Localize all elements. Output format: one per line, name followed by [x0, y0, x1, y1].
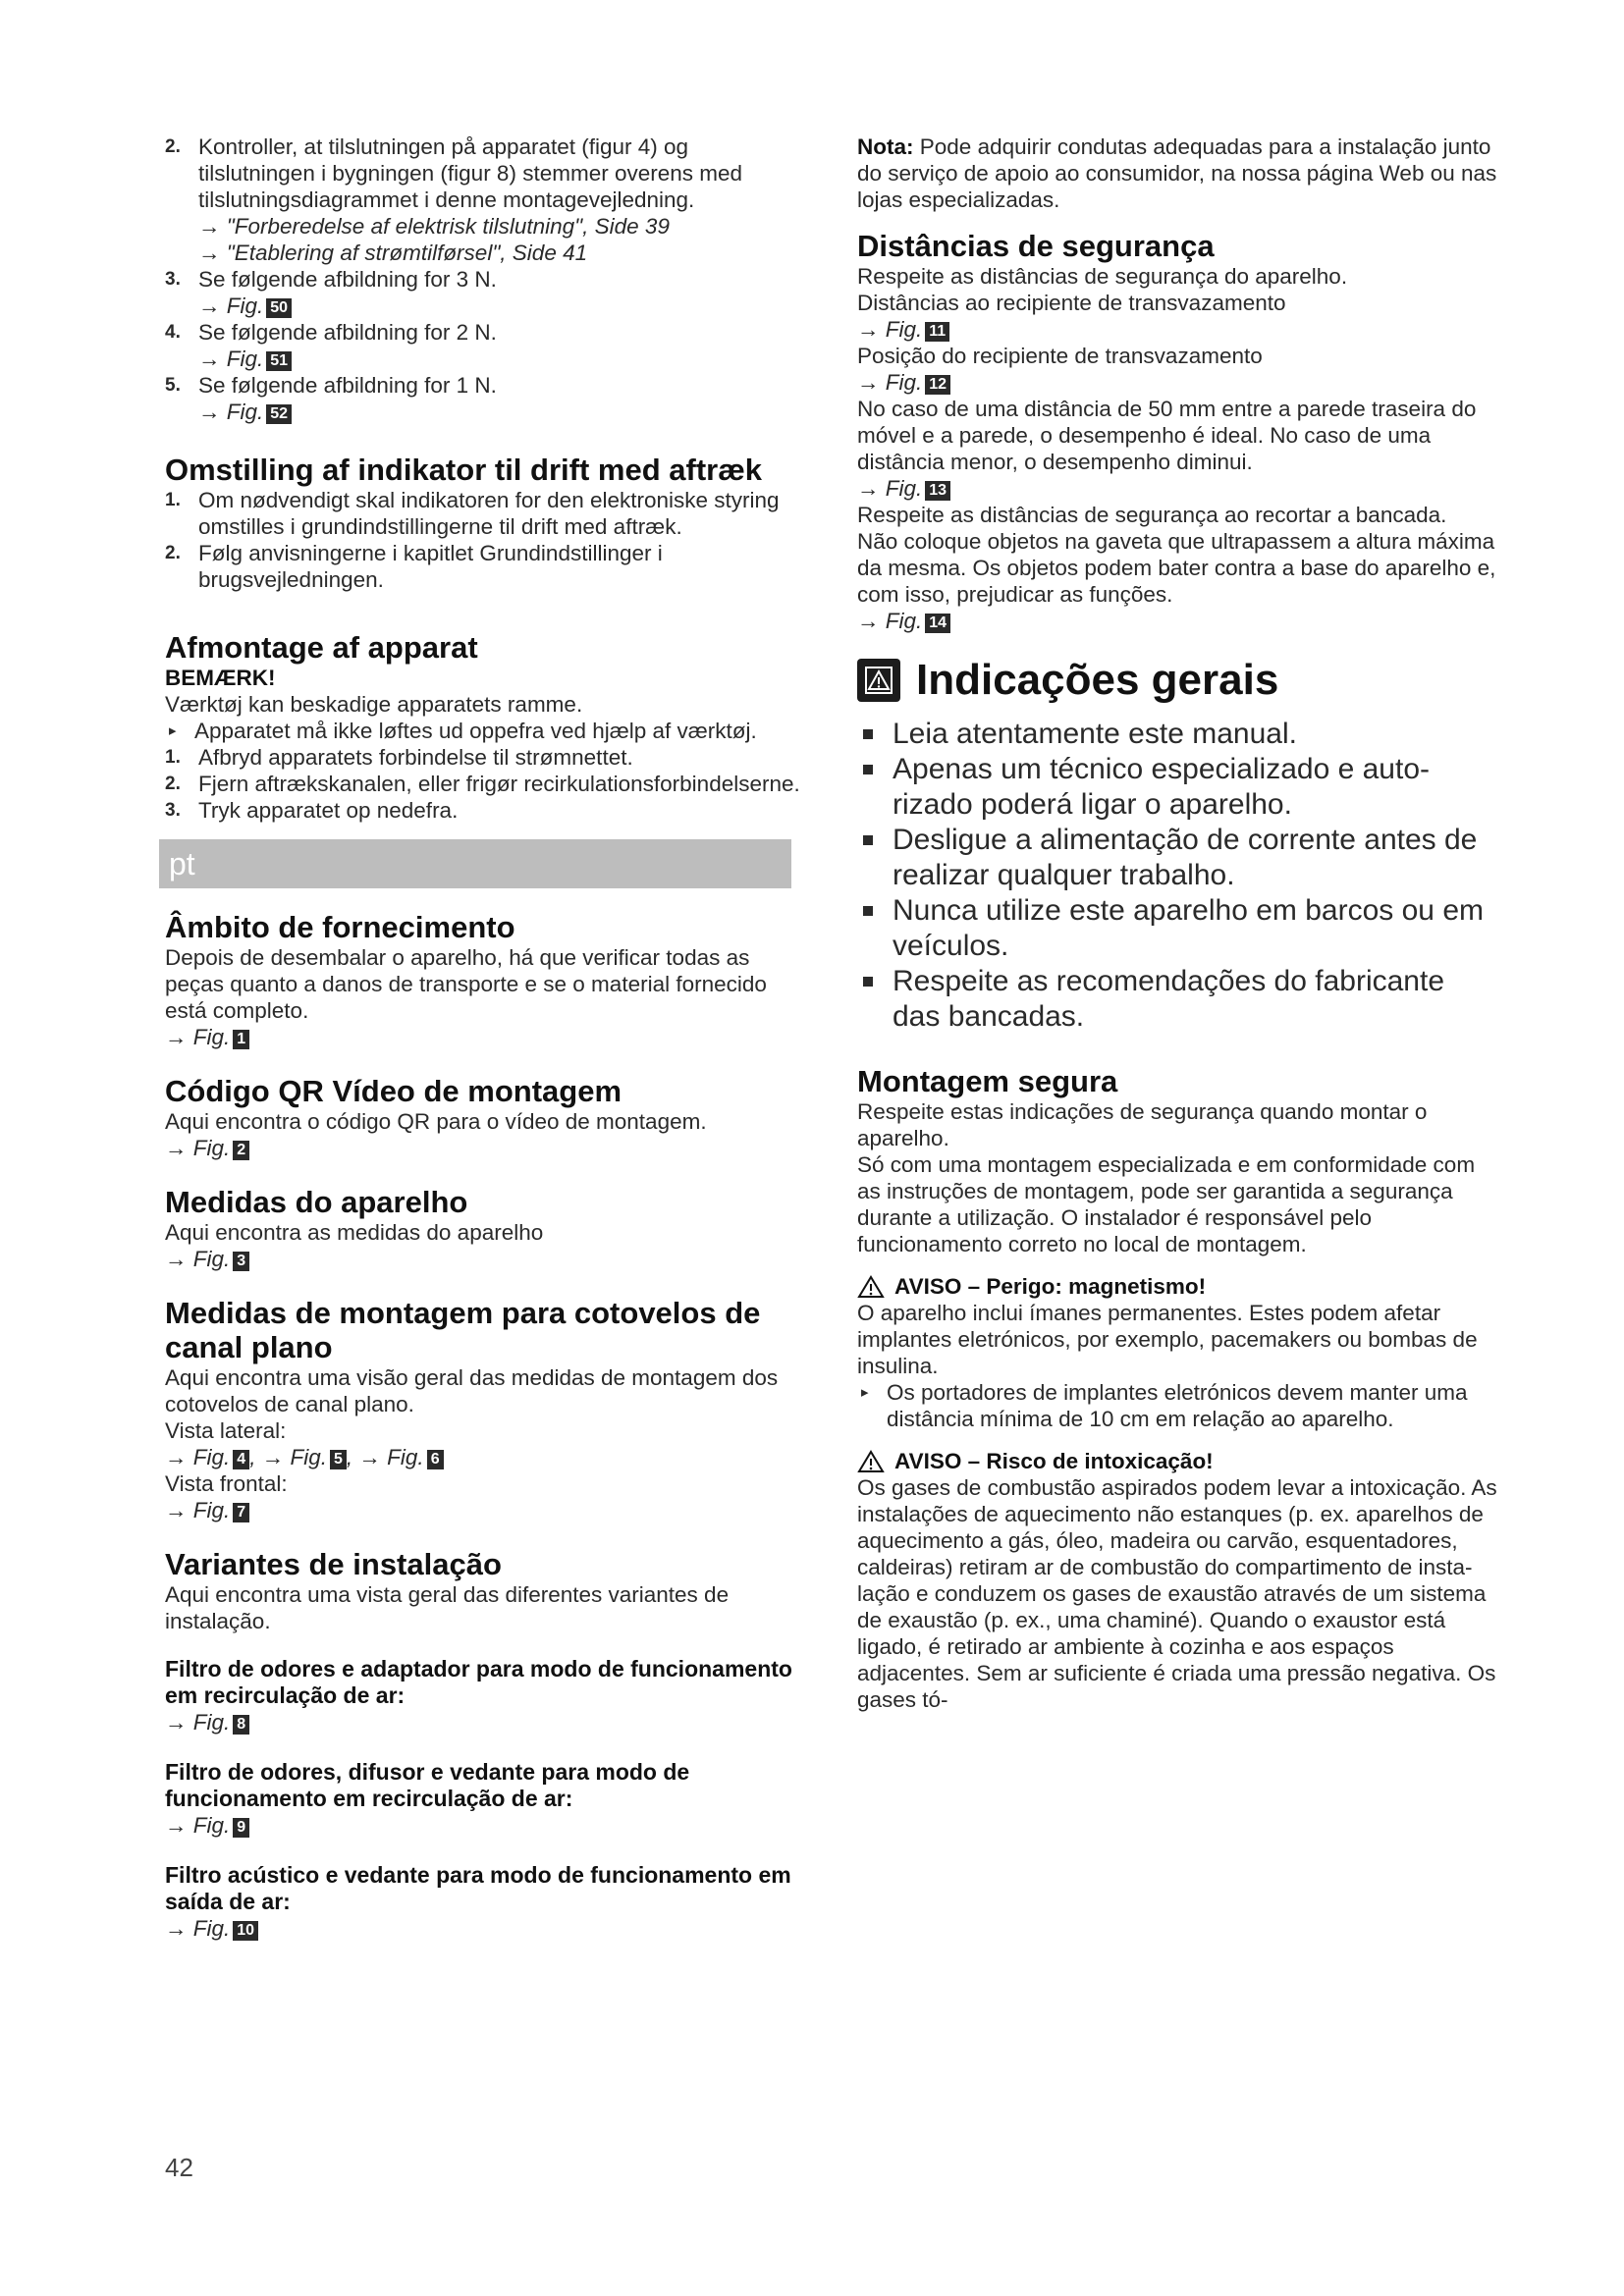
figure-number-badge: 9 [233, 1818, 249, 1838]
section-ambito: Âmbito de fornecimento Depois de desembalar o aparelho, há que verificar todas as peças quanto a danos de transporte e se o material fornecido está completo. → Fig. 1 [165, 910, 805, 1050]
list-item: 5. Se følgende afbildning for 1 N. [165, 373, 497, 398]
general-notes-list [857, 717, 1497, 1035]
figure-number-badge: 8 [233, 1715, 249, 1735]
figure-reference[interactable]: → Fig. 13 [857, 475, 1497, 502]
intro-list-cont [165, 266, 805, 293]
section-indicacoes-header [857, 656, 1497, 705]
figure-reference[interactable]: → Fig. 50 [165, 293, 805, 319]
figure-reference[interactable]: → Fig. 52 [165, 399, 805, 425]
notice-text: Værktøj kan beskadige apparatets ramme. [165, 692, 583, 717]
section-variantes: Variantes de instalação Aqui encontra uma vista geral das diferentes variantes de instalação. Filtro de odores e adaptador para modo de funcionamento em recirculação de ar: → Fig. 8 Filtro de odores, difusor e vedante para modo de funcionamento em recirculação de ar: → Fig. 9 Filtro acústico e vedante para modo de funcionamento em saída de ar: → Fig. 10 [165, 1547, 805, 1942]
section-heading: Medidas de montagem para cotovelos de canal plano [165, 1296, 761, 1364]
left-column [165, 133, 805, 1942]
list-item: Nunca utilize este aparelho em barcos ou em veículos. [857, 893, 1497, 964]
figure-number-badge: 13 [925, 481, 950, 501]
section-heading: Montagem segura [857, 1064, 1118, 1098]
warning-title: AVISO – Risco de intoxicação! [894, 1449, 1214, 1473]
item-number: 2. [165, 136, 181, 157]
warning-block-magnetism: AVISO – Perigo: magnetismo! O aparelho inclui ímanes permanentes. Estes podem afetar implantes eletrónicos, por exemplo, pacemakers ou bombas de insulina. ▸ Os portadores de implantes eletrónicos devem manter uma distância mínima de 10 cm em relação ao aparelho. [857, 1273, 1497, 1432]
section-heading: Variantes de instalação [165, 1547, 502, 1581]
warning-triangle-icon [857, 1450, 885, 1473]
figure-reference[interactable]: → Fig. 3 [165, 1246, 805, 1272]
triangle-bullet-icon: ▸ [169, 722, 177, 739]
note-paragraph: Nota: Pode adquirir condutas adequadas para a instalação junto do serviço de apoio ao consumidor, na nossa página Web ou nas lojas especializadas. [857, 134, 1497, 212]
list-item: 3. Tryk apparatet op nedefra. [165, 798, 459, 823]
section-heading: Medidas do aparelho [165, 1185, 468, 1219]
list-item: 3. Se følgende afbildning for 3 N. [165, 267, 497, 292]
figure-reference[interactable]: → Fig. 10 [165, 1915, 805, 1942]
section-cotovelos: Medidas de montagem para cotovelos de canal plano Aqui encontra uma visão geral das medidas de montagem dos cotovelos de canal plano. Vista lateral: → Fig. 4 , → Fig. 5 , → Fig. 6 Vista frontal: → Fig. 7 [165, 1296, 805, 1523]
notice-label: BEMÆRK! [165, 666, 276, 690]
figure-reference[interactable]: → Fig. 14 [857, 608, 1497, 634]
figure-number-badge: 7 [233, 1503, 249, 1522]
intro-list [165, 133, 805, 213]
list-item: Apenas um técnico especializado e autorizado poderá ligar o aparelho. [857, 752, 1497, 823]
section-heading: Afmontage af apparat [165, 630, 478, 665]
subsection-heading: Filtro de odores e adaptador para modo de funcionamento em recirculação de ar: [165, 1656, 792, 1708]
bullet-item: ▸ Os portadores de implantes eletrónicos devem manter uma distância mínima de 10 cm em relação ao aparelho. [861, 1380, 1468, 1431]
figure-number-badge: 4 [233, 1450, 249, 1469]
figure-number-badge: 2 [233, 1141, 249, 1160]
warning-block-intoxication: AVISO – Risco de intoxicação! Os gases de combustão aspirados podem levar a intoxicação. As instalações de aquecimento não estanques (p. ex. aparelhos de aquecimento a gás, óleo, madeira ou carvão, esquentadores, caldeiras) retiram ar de combustão do compartimento de instalação e conduzem os gases de exaustão através de um sistema de exaustão (p. ex., uma chaminé). Quando o exaustor está ligado, é retirado ar ambiente à cozinha e aos espaços adjacentes. Sem ar suficiente é criada uma pressão negativa. Os gases tó- [857, 1449, 1497, 1712]
section-heading: Âmbito de fornecimento [165, 910, 515, 944]
figure-number-badge: 10 [233, 1921, 258, 1941]
figure-reference[interactable]: → Fig. 9 [165, 1812, 805, 1839]
figure-reference[interactable]: → Fig. 1 [165, 1024, 805, 1050]
item-text: Kontroller, at tilslutningen på apparatet (figur 4) og tilslutningen i bygningen (figur 8) stemmer overens med tilslutningsdiagrammet i denne montagevejledning. [198, 134, 743, 212]
list-item: Respeite as recomendações do fabricante das bancadas. [857, 964, 1497, 1035]
section-heading: Distâncias de segurança [857, 229, 1215, 263]
figure-number-badge: 14 [925, 614, 950, 633]
variant-sub [165, 1656, 805, 1735]
figure-reference-group[interactable]: → Fig. 4 , → Fig. 5 , → Fig. 6 [165, 1444, 805, 1470]
bullet-item: ▸ Apparatet må ikke løftes ud oppefra ved hjælp af værktøj. [169, 719, 757, 743]
warning-title: AVISO – Perigo: magnetismo! [894, 1274, 1207, 1299]
figure-reference[interactable]: → Fig. 51 [165, 346, 805, 372]
section-afmontage [165, 630, 805, 824]
list-item: 1. Afbryd apparatets forbindelse til strømnettet. [165, 745, 633, 770]
language-banner: pt [159, 839, 791, 888]
section-montagem: Montagem segura Respeite estas indicações de segurança quando montar o aparelho. Só com uma montagem especializada e em conformidade com as instruções de montagem, pode ser garantida a segurança durante a utilização. O instalador é responsável pelo funcionamento correto no local de montagem. [857, 1064, 1497, 1257]
subsection-heading: Filtro de odores, difusor e vedante para modo de funcionamento em recirculação de ar: [165, 1759, 690, 1811]
list-item: 2. Følg anvisningerne i kapitlet Grundindstillinger i brugsvejledningen. [165, 541, 663, 592]
section-heading: Omstilling af indikator til drift med aftræk [165, 453, 763, 487]
right-column [857, 133, 1497, 1713]
figure-number-badge: 51 [266, 351, 292, 371]
list-item: 2. Fjern aftrækskanalen, eller frigør recirkulationsforbindelserne. [165, 772, 800, 796]
list-item: Desligue a alimentação de corrente antes de realizar qualquer trabalho. [857, 823, 1497, 893]
figure-number-badge: 50 [266, 298, 292, 318]
list-item: 1. Om nødvendigt skal indikatoren for den elektroniske styring omstilles i grundindstillingerne til drift med aftræk. [165, 488, 780, 539]
warning-book-icon [857, 659, 900, 702]
variant-sub [165, 1759, 805, 1839]
cross-reference[interactable]: → "Etablering af strømtilførsel", Side 41 [198, 240, 588, 265]
figure-number-badge: 1 [233, 1030, 249, 1049]
figure-number-badge: 52 [266, 404, 292, 424]
figure-reference[interactable]: → Fig. 11 [857, 316, 1497, 343]
section-heading-large: Indicações gerais [916, 656, 1279, 704]
list-item: 4. Se følgende afbildning for 2 N. [165, 320, 497, 345]
figure-reference[interactable]: → Fig. 7 [165, 1497, 805, 1523]
figure-number-badge: 6 [427, 1450, 444, 1469]
figure-number-badge: 12 [925, 375, 950, 395]
section-medidas: Medidas do aparelho Aqui encontra as medidas do aparelho → Fig. 3 [165, 1185, 805, 1272]
section-qr: Código QR Vídeo de montagem Aqui encontra o código QR para o vídeo de montagem. → Fig. 2 [165, 1074, 805, 1161]
list-item [165, 133, 805, 213]
section-heading: Código QR Vídeo de montagem [165, 1074, 623, 1108]
cross-reference[interactable]: → "Forberedelse af elektrisk tilslutning", Side 39 [198, 214, 670, 239]
warning-triangle-icon [857, 1275, 885, 1299]
figure-reference[interactable]: → Fig. 2 [165, 1135, 805, 1161]
variant-sub [165, 1862, 805, 1942]
triangle-bullet-icon: ▸ [861, 1384, 869, 1401]
figure-reference[interactable]: → Fig. 12 [857, 369, 1497, 396]
section-distancias: Distâncias de segurança Respeite as distâncias de segurança do aparelho. Distâncias ao recipiente de transvazamento → Fig. 11 Posição do recipiente de transvazamento → Fig. 12 No caso de uma distância de 50 mm entre a parede traseira do móvel e a parede, o desempenho é ideal. No caso de uma distância menor, o desempenho diminui. → Fig. 13 Respeite as distâncias de segurança ao recortar a bancada. Não coloque objetos na gaveta que ultrapassem a altura máxima da mesma. Os objetos podem bater contra a base do aparelho e, com isso, prejudicar as funções. → Fig. 14 [857, 229, 1496, 633]
subsection-heading: Filtro acústico e vedante para modo de funcionamento em saída de ar: [165, 1862, 791, 1914]
section-omstilling [165, 453, 805, 593]
page-number: 42 [165, 2153, 193, 2182]
figure-number-badge: 5 [330, 1450, 347, 1469]
list-item: Leia atentamente este manual. [857, 717, 1497, 752]
figure-reference[interactable]: → Fig. 8 [165, 1709, 805, 1735]
figure-number-badge: 3 [233, 1252, 249, 1271]
figure-number-badge: 11 [925, 322, 949, 342]
